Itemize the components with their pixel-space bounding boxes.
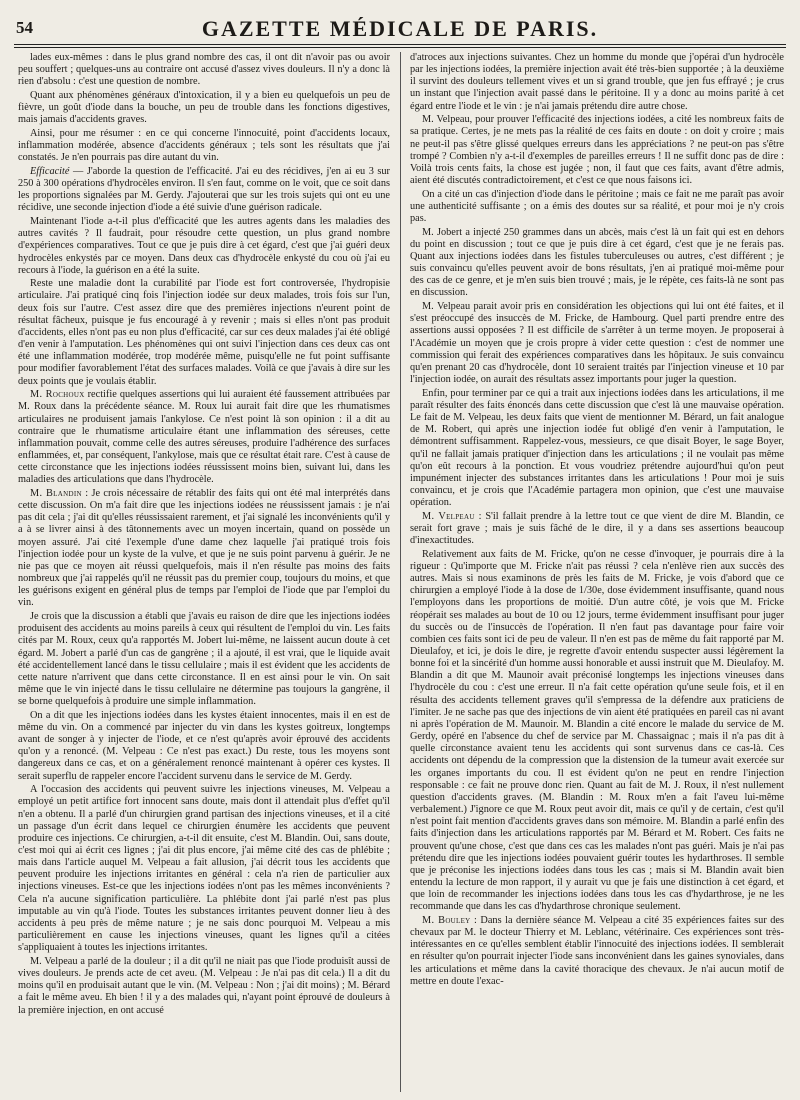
paragraph: [18, 389, 390, 486]
paragraph-text: Je crois que la discussion a établi que j'avais eu raison de dire que les injections iodées produisent des accidents au moins pareils à ceux qui résultent de l'emploi du vin. Les faits cités par M. Roux, ceux qu'a rapportés M. Jobert lui-même, ne laissent aucun doute à cet égard. M. Jobert a parlé d'un cas de gangrène ; il a ajouté, il est vrai, que le liquide avait été accidentellement lancé dans le tissu cellulaire ; mais il est évident que les accidents de cette nature n'arrivent que dans cette circonstance. Il en est ainsi pour le vin. On sait même que le vin injecté dans le tissu cellulaire ne détermine pas toujours la gangrène, il se borne quelquefois à produire une simple inflammation.: [18, 611, 390, 708]
paragraph: [410, 915, 784, 988]
paragraph-text: d'atroces aux injections suivantes. Chez un homme du monde que j'opérai d'un hydrocèle par les injections iodées, la première injection avait été très-bien supportée ; à la deuxième il survint des douleurs tellement vives et un si grand trouble, que jen fus effrayé ; je crus un instant que l'injection avait passé dans le péritoine. Il y a donc au moins parité à cet égard entre l'iode et le vin : je n'ai jamais prétendu dire autre chose.: [410, 52, 784, 112]
header-rule: [14, 44, 786, 45]
paragraph-text: On a dit que les injections iodées dans les kystes étaient innocentes, mais il en est de même du vin. On a commencé par injecter du vin dans les kystes goitreux, longtemps avant de songer à y injecter de l'iode, et ce n'est qu'après avoir éprouvé des accidents qu'on y a renoncé. (M. Velpeau : Ce n'est pas exact.) Du reste, tous les moyens sont dangereux dans ce cas, et on a généralement renoncé maintenant à opérer ces kystes. Il serait superflu de rappeler encore l'accident survenu dans le service de M. Gerdy.: [18, 709, 390, 782]
paragraph: [410, 189, 784, 225]
left-column: [18, 52, 390, 1092]
paragraph-text: M. Velpeau parait avoir pris en considération les objections qui lui ont été faites, et il s'est préoccupé des insuccès de M. Fricke, de Hambourg. Quel parti prendre entre des assertions aussi opposées ? Il est difficile de s'arrêter à un terme moyen. Je proposerai à l'Académie un moyen que je crois propre à vider cette question : c'est de nommer une commission qui ferait des expériences comparatives dans les hôpitaux. Je suis convaincu qu'en prenant 20 cas d'hydrocèle, dont 10 seraient traités par l'injection vineuse et 10 par l'injection iodée, on aurait des résultats assez importants pour juger la question.: [410, 301, 784, 386]
paragraph-lead: M. Velpeau: [422, 510, 475, 522]
paragraph: [18, 166, 390, 215]
paragraph-text: : Dans la dernière séance M. Velpeau a cité 35 expériences faites sur des chevaux par M. le docteur Thierry et M. Leblanc, vétérinaire. Ces expériences sont très-intéressantes en ce qu'elles semblent établir l'innocuité des injections iodées. Il semblerait en résulter qu'on pourrait injecter l'iode sans inconvénient dans les gaines synoviales, dans les articulations et même dans la cavité thoracique des chevaux. Je n'ai aucun motif de mettre en doute l'exac-: [410, 914, 784, 987]
column-divider: [400, 52, 401, 1092]
paragraph: [18, 611, 390, 708]
paragraph: [18, 216, 390, 277]
paragraph: [410, 114, 784, 187]
paragraph: [18, 278, 390, 387]
running-title: GAZETTE MÉDICALE DE PARIS.: [201, 16, 599, 41]
paragraph-text: M. Jobert a injecté 250 grammes dans un abcès, mais c'est là un fait qui est en dehors du point en discussion ; tout ce que je puis dire à cet égard, c'est que je ne ferais pas. Quant aux injections iodées dans les fistules tuberculeuses ou autres, c'est différent ; je suis convaincu qu'elles peuvent avoir de bons résultats, j'en ai pratiqué moi-même pour des cas de ce genre, et je m'en suis bien trouvé ; mais, je le répète, ces faits-là ne sont pas en discussion.: [410, 226, 784, 299]
paragraph: [410, 301, 784, 386]
paragraph: [18, 128, 390, 164]
paragraph: [18, 52, 390, 88]
page-number: 54: [16, 18, 33, 37]
paragraph-text: Reste une maladie dont la curabilité par l'iode est fort controversée, l'hydropisie articulaire. J'ai pratiqué cinq fois l'injection iodée sur deux malades, trois fois sur l'un, deux fois sur l'autre. C'est assez dire que des premières injections n'eurent point de résultat fâcheux, puisque je fus encouragé à y revenir ; mais si elles n'ont pas produit d'accidents, elles n'ont pas eu non plus d'efficacité, car sur ces deux malades j'ai été obligé d'en venir à l'amputation. Les phénomènes qui ont suivi l'injection dans ces deux cas ont été une inflammation modérée, trop modérée même, puisqu'elle ne fut point suffisante pour modifier favorablement l'état des surfaces malades. Voilà ce que j'avais à dire sur les deux points que je voulais établir.: [18, 278, 390, 387]
paragraph: [18, 710, 390, 783]
right-column: [410, 52, 784, 1092]
header-rule-thin: [14, 47, 786, 48]
paragraph-text: : S'il fallait prendre à la lettre tout ce que vient de dire M. Blandin, ce serait fort grave ; mais je suis fâché de le dire, il y a dans ses assertions beaucoup d'inexactitudes.: [410, 510, 784, 547]
paragraph: [18, 784, 390, 954]
paragraph-text: M. Velpeau a parlé de la douleur ; il a dit qu'il ne niait pas que l'iode produisît aussi de vives douleurs. Je prends acte de cet aveu. (M. Velpeau : Je n'ai pas dit cela.) Il a dit du moins qu'il en produisait autant que le vin. (M. Velpeau : Non ; j'ai dit moins) ; M. Bérard a fait le même aveu. Eh bien ! il y a des malades qui, n'ayant point éprouvé de douleurs à la première injection, en ont accusé: [18, 955, 390, 1016]
paragraph-lead: M. Bouley: [422, 914, 471, 926]
paragraph-lead: M. Blandin: [30, 487, 82, 499]
paragraph-text: Quant aux phénomènes généraux d'intoxication, il y a bien eu quelquefois un peu de fièvre, un goût d'iode dans la bouche, un peu de trouble dans les fonctions digestives, mais jamais d'accidents graves.: [18, 89, 390, 126]
paragraph: [18, 956, 390, 1017]
paragraph: [410, 227, 784, 300]
paragraph: [410, 52, 784, 113]
paragraph-text: A l'occasion des accidents qui peuvent suivre les injections vineuses, M. Velpeau a employé un petit artifice fort innocent sans doute, mais dont il attendait plus d'effet qu'il n'en a obtenu. Il a parlé d'un chirurgien grand partisan des injections vineuses, et il a cité un passage d'un écrit dans lequel ce chirurgien énumère les accidents que peuvent produire ces injections. Ce chirurgien, a-t-il dit ensuite, c'est M. Blandin. Oui, sans doute, c'est moi qui ai écrit ces lignes ; j'ai dit plus encore, j'ai même cité des cas de phlébite ; mais dans l'article auquel M. Velpeau a fait allusion, j'ai décrit tous les accidents que peuvent produire les injections irritantes en général : cela n'a rien de particulier aux injections vineuses. Est-ce que les injections iodées n'ont pas les mêmes inconvénients ? Cela n'a aucune signification particulière. La phlébite dont j'ai parlé n'est pas plus imputable au vin qu'à l'iode. Toutes les substances irritantes peuvent donner lieu à des accidents à peu près de même nature ; je ne sais donc pourquoi M. Velpeau a mis particulièrement en cause les injections vineuses, quant les lignes qu'il a citées s'appliquaient à toutes les injections irritantes.: [18, 784, 390, 954]
paragraph: [18, 90, 390, 126]
paragraph: [410, 388, 784, 510]
paragraph-lead: Efficacité: [30, 165, 70, 177]
paragraph-text: : Je crois nécessaire de rétablir des faits qui ont été mal interprétés dans cette discussion. On m'a fait dire que les injections iodées ne réussissent jamais : je n'ai pas dit cela ; j'ai dit qu'elles réussissaient rarement, et j'ai signalé les inconvénients qu'il y a à se livrer ainsi à des tâtonnements avec un moyen incertain, quand on possède un moyen assuré. J'ai cité l'exemple d'une dame chez laquelle j'ai pratiqué trois fois l'injection iodée pour un kyste de la vulve, et que je ne suis point parvenu à guérir. Je ne nie pas que ce moyen ait réussi quelquefois, mais il n'en résulte pas moins des faits nombreux que j'ai rappelés qu'il ne réussit pas du premier coup, toujours du moins, et que les guérisons exigent en général plus de temps par l'emploi de l'iode que par l'emploi du vin.: [18, 487, 390, 609]
paragraph-text: Ainsi, pour me résumer : en ce qui concerne l'innocuité, point d'accidents locaux, inflammation modérée, absence d'accidents généraux ; tels sont les résultats que j'ai constatés. Je n'en pourrais pas dire autant du vin.: [18, 127, 390, 164]
paragraph: [410, 511, 784, 547]
paragraph-text: lades eux-mêmes : dans le plus grand nombre des cas, il ont dit n'avoir pas ou avoir peu souffert ; quelques-uns au contraire ont accusé d'assez vives douleurs. Il n'y a donc là rien d'absolu : c'est une question de nombre.: [18, 52, 390, 88]
paragraph-lead: M. Rochoux: [30, 389, 85, 401]
paragraph-text: Maintenant l'iode a-t-il plus d'efficacité que les autres agents dans les maladies des autres cavités ? Il faudrait, pour résoudre cette question, un plus grand nombre d'expériences comparatives. Tout ce que je puis dire à cet égard, c'est que j'ai guéri deux hydrocèles enkystés par ce moyen. Dans deux cas d'hydrocèle enkysté du cou où j'ai eu recours à l'iode, la guérison en a été la suite.: [18, 216, 390, 276]
page-header: [14, 12, 786, 44]
paragraph-text: Relativement aux faits de M. Fricke, qu'on ne cesse d'invoquer, je pourrais dire à la rigueur : Qu'importe que M. Fricke n'ait pas réussi ? cela n'enlève rien aux succès des autres. Mais si nous examinons de près les faits de M. Fricke, je vois d'abord que ce chirurgien a employé l'iode à la dose de 1/30e, dose évidemment insuffisante, quand nous l'employons dans les proportions de moitié. D'un autre côté, je vois que M. Fricke réopérait ses malades au bout de 10 ou 12 jours, terme évidemment insuffisant pour juger du succès ou de l'insuccès de l'opération. Il n'en faut pas davantage pour faire voir combien ces faits sont ici de peu de valeur. Il n'en est pas de même du fait rapporté par M. Dieulafoy, et ici, je dois le dire, je regrette d'avoir entendu suspecter aussi légèrement la bonne foi et la sincérité d'un homme aussi honorable et aussi instruit que M. Dieulafoy. M. Blandin a dit que M. Maunoir avait préconisé longtemps les injections vineuses dans l'hydrocèle du cou : c'est une erreur. Il n'a fait cette opération qu'une seule fois, et il en résulta des accidents tellement graves qu'il s'empressa de la défendre aux praticiens de l'imiter. Je ne sache pas que des injections de vin aient été pratiquées en pareil cas ni avant ni après l'opération de M. Maunoir. M. Blandin a cité encore le malade du service de M. Gerdy, opéré en l'absence du chef de service par M. Chassaignac ; mais il n'a pas dit à quelle circonstance avaient tenu les accidents qui sont survenus dans ce cas-là. Ces accidents ont dépendu de la compression que la distension de la tumeur avait exercée sur les organes importants du cou. Il est évident qu'on ne peut en rendre l'injection responsable : ce fait ne prouve donc rien. Quant au fait de M. J. Roux, il n'est nullement question d'accidents graves. (M. Blandin : M. Roux m'en a fait l'aveu lui-même verbalement.) J'ignore ce que M. Roux peut avoir dit, mais ce qu'il y de certain, c'est qu'il n'est point fait mention d'accidents graves dans son mémoire. M. Blandin a parlé enfin des faits d'injection dans les articulations rapportés par M. Bérard et M. Robert. Ces faits ne prouvent qu'une chose, c'est que dans ces cas les malades n'ont pas guéri. Mais je n'ai pas prétendu dire que les injections iodées pouvaient guérir toutes les hydarthroses. Il semble que je préconise les injections iodées dans tous les cas ; mais si M. Blandin avait bien entendu la lecture de mon rapport, il y aurait vu que je fais une distinction à cet égard, et que loin de recommander les injections iodées dans tous les cas d'hydarthrose, je ne les recommande que dans les cas d'hydarthrose chronique seulement.: [410, 548, 784, 913]
paragraph-text: rectifie quelques assertions qui lui auraient été faussement attribuées par M. Roux dans la précédente séance. M. Roux lui aurait fait dire que les rhumatismes articulaires ne produisent jamais l'ankylose. Ce n'est point là son opinion : il a dit au contraire que le rhumatisme articulaire étant une inflammation des séreuses, cette inflammation pouvait, comme celle des autres séreuses, produire l'adhérence des surfaces enflammées, et, par conséquent, l'ankylose, mais que ce résultat était rare. C'est à cause de cette circonstance que les injections iodées réussissent moins bien, suivant lui, dans les maladies des articulations que dans l'hydrocèle.: [18, 389, 390, 486]
paragraph: [410, 549, 784, 914]
paragraph-text: — J'aborde la question de l'efficacité. J'ai eu des récidives, j'en ai eu 3 sur 250 à 300 opérations d'hydrocèles environ. Il s'en faut, comme on le voit, que ce soit dans les proportions signalées par M. Gerdy. J'ajouterai que sur les trois sujets qui ont eu une récidive, une seconde injection d'iode a été suivie d'une guérison radicale.: [18, 165, 390, 214]
paragraph-text: On a cité un cas d'injection d'iode dans le péritoine ; mais ce fait ne me paraît pas avoir une authenticité suffisante ; on a émis des doutes sur sa réalité, et pour moi je n'y crois pas.: [410, 188, 784, 225]
paragraph-text: Enfin, pour terminer par ce qui a trait aux injections iodées dans les articulations, il me paraît résulter des faits énoncés dans cette discussion que c'est là une mauvaise opération. Le fait de M. Velpeau, les deux faits que vient de mentionner M. Bérard, un fait analogue de M. Robert, qui après une injection iodée fut obligé d'en venir à l'amputation, le démontrent suffisamment. Rappelez-vous, messieurs, ce que disait Boyer, le sage Boyer, qu'il ne fallait jamais pratiquer d'injection dans les articulations ; il ne voulait pas même qu'on eût recours à la ponction. Et vous voudriez prétendre aujourd'hui qu'on peut impunément injecter des substances irritantes dans les articulations ! Pour moi je suis convaincu, et je crois que l'Académie partagera mon opinion, que c'est une mauvaise opération.: [410, 387, 784, 509]
paragraph-text: M. Velpeau, pour prouver l'efficacité des injections iodées, a cité les nombreux faits de sa pratique. Certes, je ne mets pas la réalité de ces faits en doute : on doit y croire ; mais ne peut-il pas s'être glissé quelques erreurs dans les appréciations ? ne peut-on pas s'être trompé ? Combien n'y a-t-il d'exemples de pareilles erreurs ! Il ne suffit donc pas de dire : Voilà trois cents faits, la chose est jugée ; non, il faut que ces faits, avant d'être admis, aient été discutés contradictoirement, et c'est ce que nous faisons ici.: [410, 114, 784, 187]
paragraph: [18, 488, 390, 610]
